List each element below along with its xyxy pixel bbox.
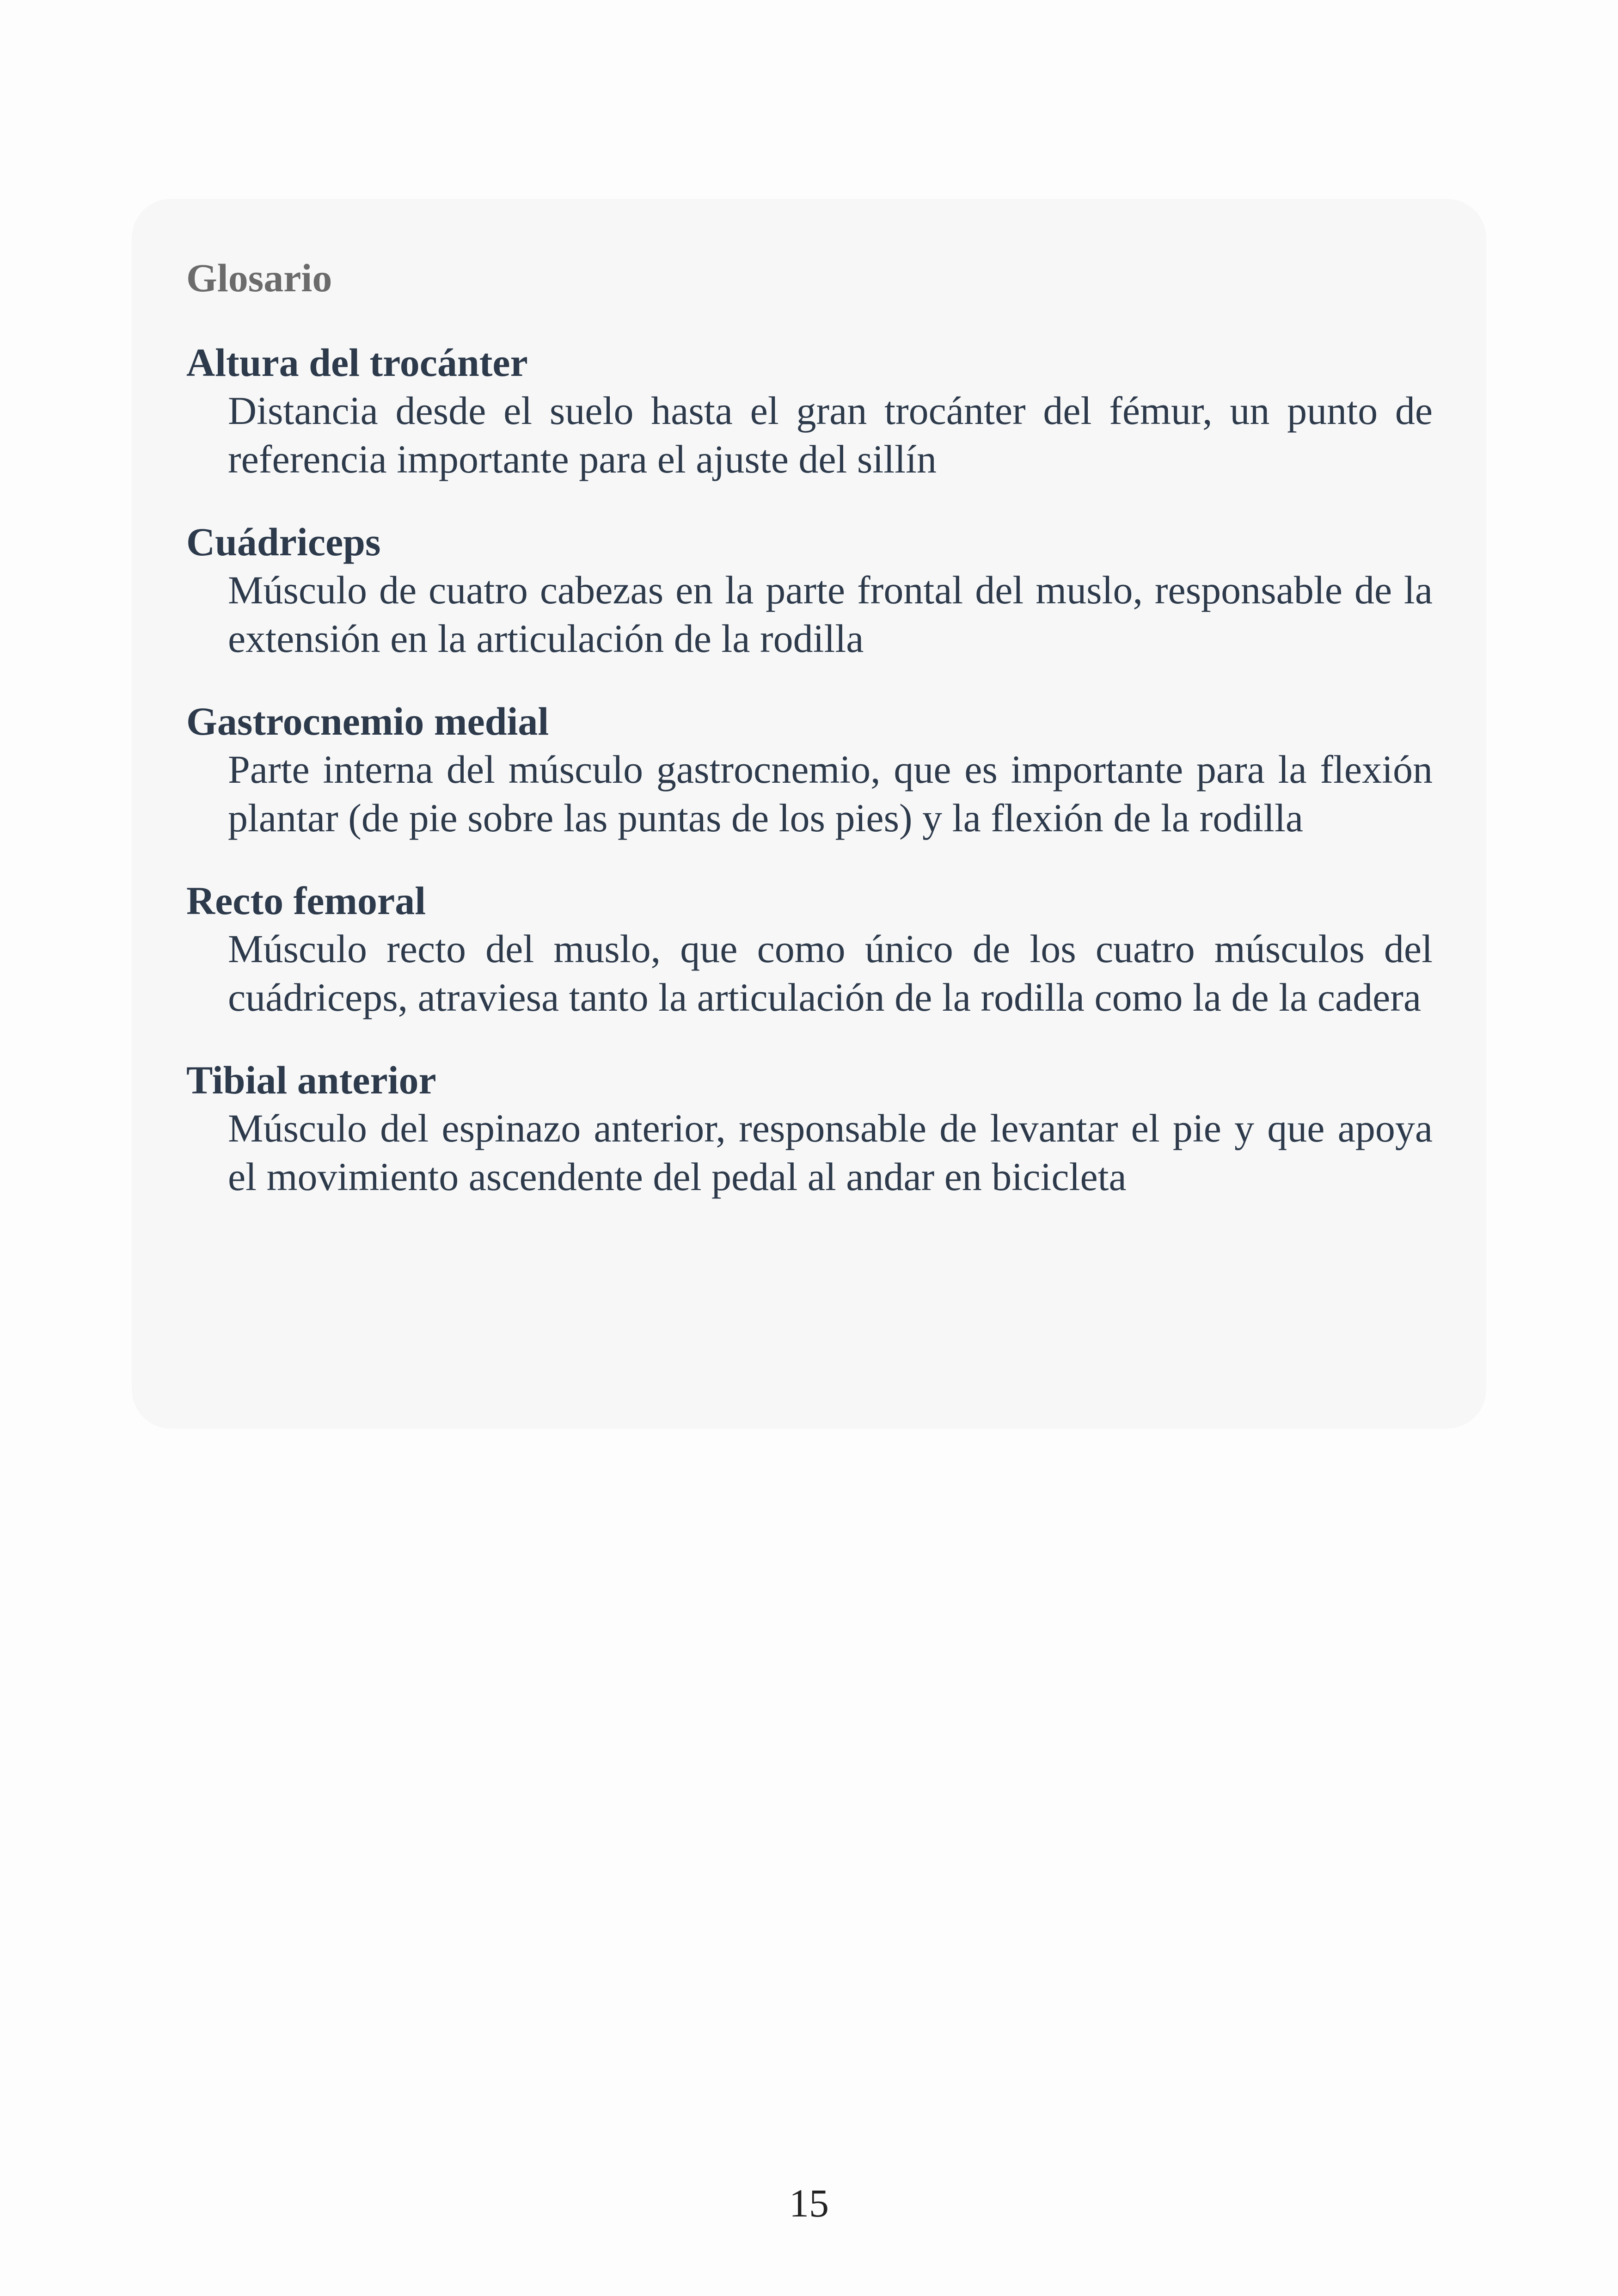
glossary-definition: Distancia desde el suelo hasta el gran trocánter del fémur, un punto de referencia importante para el ajuste del sillín (228, 388, 1433, 482)
glossary-entry (186, 698, 1433, 842)
glossary-term: Recto femoral (186, 878, 426, 923)
glossary-term: Cuádriceps (186, 520, 381, 565)
glossary-definition: Parte interna del músculo gastrocnemio, que es importante para la flexión plantar (de pie sobre las puntas de los pies) y la flexión de la rodilla (228, 747, 1433, 841)
glossary-entry (186, 518, 1433, 663)
glossary-term: Gastrocnemio medial (186, 699, 549, 744)
glossary-entry (186, 339, 1433, 484)
glossary-entries (186, 339, 1433, 1201)
glossary-term: Altura del trocánter (186, 340, 528, 385)
page-number: 15 (789, 2181, 829, 2225)
glossary-box (132, 199, 1486, 1429)
glossary-definition: Músculo recto del muslo, que como único de los cuatro músculos del cuádriceps, atraviesa tanto la articulación de la rodilla como la de la cadera (228, 927, 1433, 1020)
glossary-term: Tibial anterior (186, 1058, 436, 1103)
glossary-title: Glosario (186, 256, 332, 300)
glossary-entry (186, 877, 1433, 1022)
glossary-definition: Músculo del espinazo anterior, responsable de levantar el pie y que apoya el movimiento ascendente del pedal al andar en bicicleta (228, 1106, 1433, 1199)
glossary-definition: Músculo de cuatro cabezas en la parte frontal del muslo, responsable de la extensión en la articulación de la rodilla (228, 568, 1433, 661)
glossary-entry (186, 1056, 1433, 1201)
